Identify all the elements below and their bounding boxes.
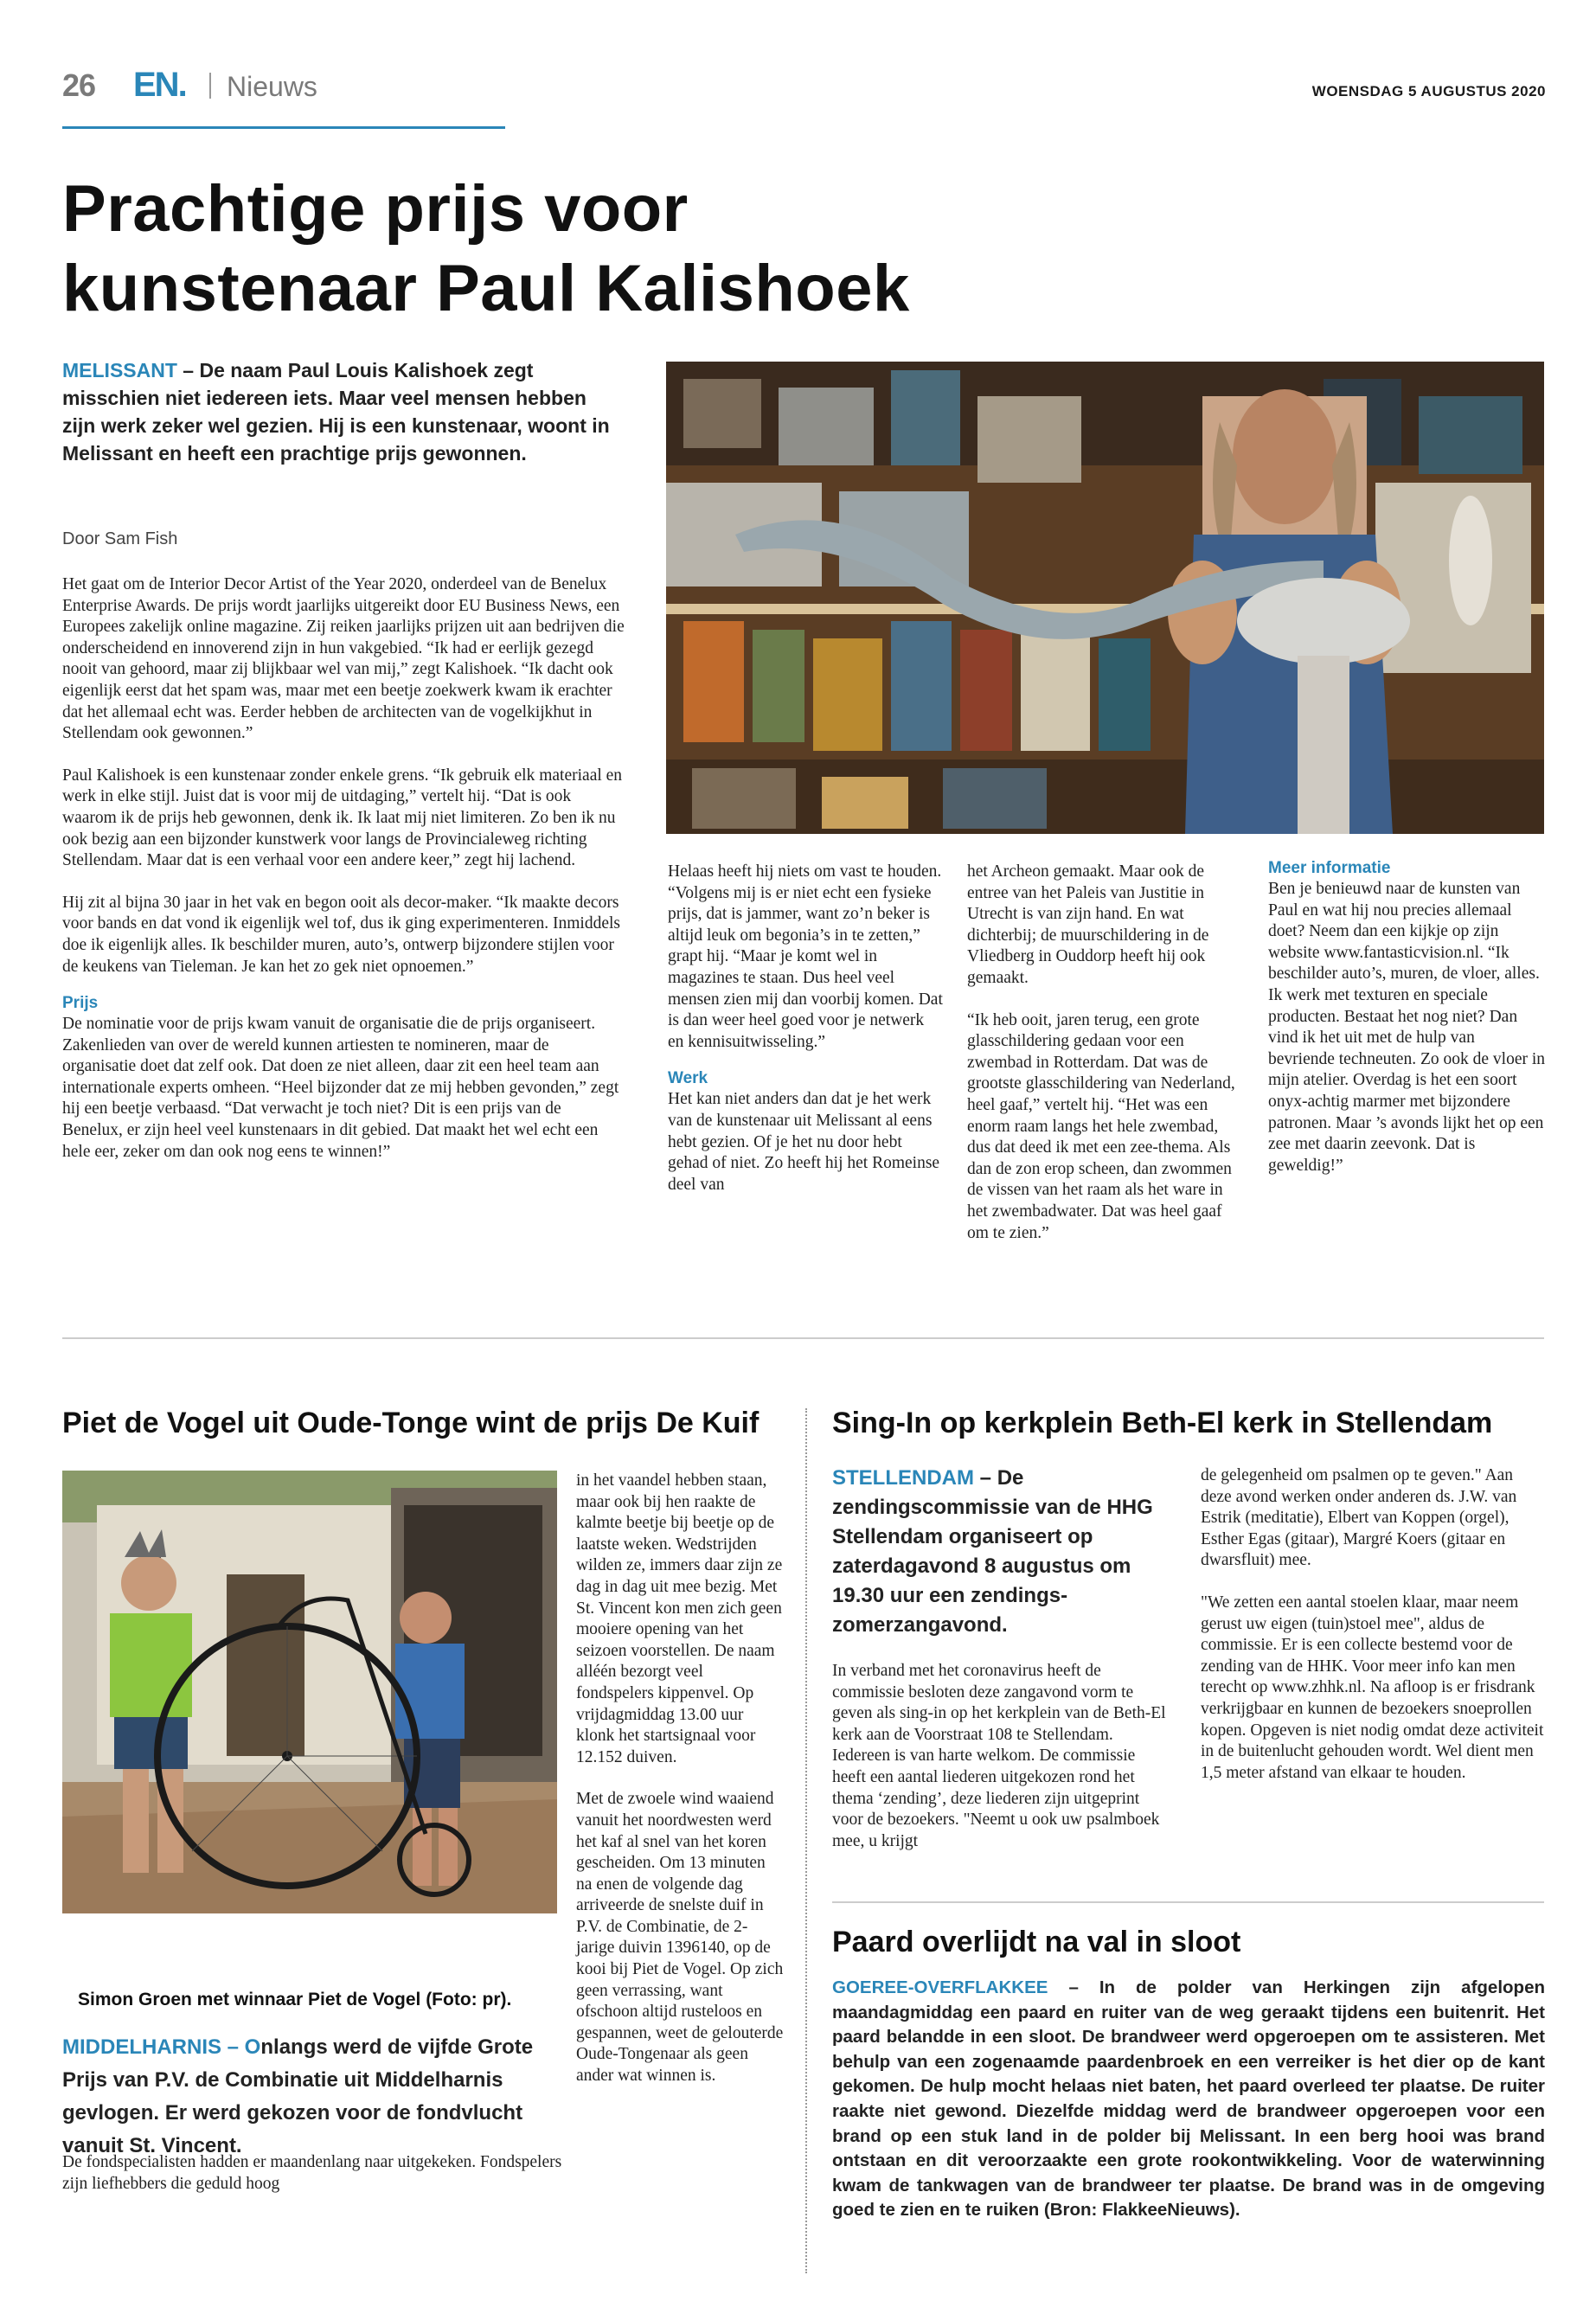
header-rule [62,126,505,129]
issue-date: WOENSDAG 5 AUGUSTUS 2020 [1311,83,1546,99]
main-col2-paragraph-1: Helaas heeft hij niets om vast te houden. “Volgens mij is er niet echt een fysieke prijs, dat is jammer, want zo’n beker is altijd leuk om begonia’s in te zetten,” grapt hij. “Maar je komt wel in magazines te staan. Dus heel veel mensen zien mij dan voorbij komen. Dat is dan weer heel goed voor je netwerk en kennisuitwisseling.” [668,862,943,1051]
vogel-col2-paragraph-2: Met de zwoele wind waaiend vanuit het noordwesten werd het kaf al snel van het koren gescheiden. Om 13 minuten na enen de volgende dag arriveerde de snelste duif in P.V. de Combinatie, de 2-jarige duivin 1396140, op de kooi bij Piet de Vogel. Op zich geen verrassing, want ofschoon altijd rusteloos en gespannen, weet de gelouterde Oude-Tongenaar als geen ander wat winnen is. [576,1790,784,2086]
main-headline-line2: kunstenaar Paul Kalishoek [62,252,910,325]
section-rule [62,1337,1544,1339]
singin-lead [832,1464,1170,1640]
paard-body [832,1976,1545,2223]
page-header [62,67,1546,102]
paard-text: – In de polder van Herkingen zijn afgelopen maandagmiddag een paard en ruiter van de weg geraakt tijdens een buitenrit. Het paard belandde in een sloot. De brandweer werd opgeroepen om te assisteren. Met behulp van een zogenaamde paardenbroek en een verreiker is het dier op de kant gekomen. De hulp mocht helaas niet baten, het paard overleed ter plaatse. De ruiter raakte niet gewond. Diezelfde middag werd de brandweer opgeroepen voor een brand op een stuk land in de polder bij Melissant. In een berg hooi was brand ontstaan en dit veroorzaakte een grote rookontwikkeling. Voor de waterwinning kwam de tankwagen van de brandweer ter plaatse. De brand was in de omgeving goed te zien en te ruiken (Bron: FlakkeeNieuws). [832,1977,1545,2221]
vogel-headline: Piet de Vogel uit Oude-Tonge wint de prijs De Kuif [62,1407,760,1439]
singin-column-1 [832,1661,1171,1873]
vogel-paragraph-1: De fondspecialisten hadden er maandenlang naar uitgekeken. Fondspelers zijn liefhebbers die geduld hoog [62,2153,562,2193]
vogel-column-1 [62,2152,564,2215]
main-col2-paragraph-2: Het kan niet anders dan dat je het werk van de kunstenaar uit Melissant al eens hebt gezien. Of je het nu door hebt gehad of niet. Zo heeft hij het Romeinse deel van [668,1090,940,1194]
vogel-lead [62,2031,564,2163]
main-column-2 [668,862,943,1216]
main-col4-paragraph-1: Ben je benieuwd naar de kunsten van Paul en wat hij nou precies allemaal doet? Neem dan een kijkje op zijn website www.fantasticvision.nl. “Ik beschilder auto’s, muren, de vloer, alles. Ik werk met texturen en speciale producten. Bestaat het nog niet? Dan vind ik het uit met de hulp van bevriende techneuten. Zo ook de vloer in mijn atelier. Overdag is het een soort onyx-achtig marmer met bijzondere patronen. Maar ’s avonds lijkt het op een zee met daarin zeevonk. Dat is geweldig!” [1268,880,1546,1175]
byline: Door Sam Fish [62,529,178,548]
logo: EN. [133,66,186,104]
artist-photo [666,362,1544,834]
singin-headline: Sing-In op kerkplein Beth-El kerk in Stellendam [832,1407,1493,1439]
page-number: 26 [62,67,96,103]
singin-paragraph-1: In verband met het coronavirus heeft de commissie besloten deze zangavond vorm te geven als sing-in op het kerkplein van de Beth-El kerk aan de Voorstraat 108 te Stellendam. Iedereen is van harte welkom. De commissie heeft een aantal liederen uitgekozen rond het thema ‘zending’, deze liederen zijn uitgeprint voor de bezoekers. "Neemt u ook uw psalmboek mee, u krijgt [832,1662,1166,1850]
singin-rule [832,1901,1544,1903]
main-col3-paragraph-1: het Archeon gemaakt. Maar ook de entree van het Paleis van Justitie in Utrecht is van zijn hand. En wat dichterbij; de muurschildering in de Vliedberg in Ouddorp heeft hij ook gemaakt. [967,862,1209,987]
main-column-1 [62,574,625,1183]
main-headline [62,170,910,329]
main-lead [62,356,616,467]
main-col3-paragraph-2: “Ik heb ooit, jaren terug, een grote glasschildering gedaan voor een zwembad in Rotterdam. Dat was de grootste glasschildering van Nederland, heel gaaf,” vertelt hij. “Het was een enorm raam langs het hele zwembad, dus dat deed ik met een zee-thema. Als dan de zon erop scheen, dan zwommen de vissen van het raam als het ware in het zwembadwater. Dat was heel gaaf om te zien.” [967,1010,1235,1242]
main-paragraph-2: Paul Kalishoek is een kunstenaar zonder enkele grens. “Ik gebruik elk materiaal en werk in elke stijl. Juist dat is voor mij de uitdaging,” vertelt hij. “Dat is ook waarom ik de prijs heb gewonnen, denk ik. Ik laat mij niet limiteren. Zo ben ik nu ook bezig aan een bijzonder kunstwerk voor langs de Provincialeweg richting Stellendam. Maar dat is een verhaal voor een andere keer,” zegt hij lachend. [62,766,623,870]
main-paragraph-3: Hij zit al bijna 30 jaar in het vak en begon ooit als decor-maker. “Ik maakte decors voor bands en dat vond ik eigenlijk wel tof, dus ik ging experimenteren. Inmiddels doe ik eigenlijk alles. Ik beschilder muren, auto’s, ontwerp bijzondere stijlen voor de keukens van Tieleman. Je kan het zo gek niet opnoemen.” [62,893,620,976]
subhead-prijs: Prijs [62,994,99,1013]
singin-col2-paragraph-1: de gelegenheid om psalmen op te geven." Aan deze avond werken onder anderen ds. J.W. van Estrik (meditatie), Elbert van Koppen (orgel), Esther Egas (gitaar), Margré Koers (gitaar en dwarsfluit) mee. [1201,1466,1517,1570]
singin-lead-text: – De zendingscommissie van de HHG Stellendam organiseert op zaterdagavond 8 augustus om 19.30 uur een zendings-zomerzangavond. [832,1466,1153,1637]
section-label: Nieuws [227,71,317,102]
singin-column-2 [1201,1465,1545,1804]
vogel-dateline: MIDDELHARNIS – O [62,2035,261,2059]
main-paragraph-4: De nominatie voor de prijs kwam vanuit de organisatie die de prijs organiseert. Zakenlieden van over de wereld kunnen artiesten te nomineren, maar de organisatie doet dat zelf ook. Dat doen ze niet alleen, daar zit een heel team aan internationale experts omheen. “Heel bijzonder dat ze mij hebben gevonden,” zegt hij een beetje verbaasd. “Dat verwacht je toch niet? Dit is een prijs van de Benelux, er zijn heel veel kunstenaars in dit gebied. Dat maakt het wel echt een hele eer, zeker om dan ook nog eens te winnen!” [62,1015,619,1161]
paard-headline: Paard overlijdt na val in sloot [832,1926,1241,1958]
main-dateline: MELISSANT [62,359,177,381]
section-divider [209,73,211,99]
subhead-meer-informatie: Meer informatie [1268,859,1391,877]
main-column-4 [1268,858,1545,1197]
vogel-photo [62,1471,557,1913]
vogel-column-2 [576,1471,784,2108]
main-lead-text: – De naam Paul Louis Kalishoek zegt misschien niet iedereen iets. Maar veel mensen hebben zijn werk zeker wel gezien. Hij is een kunstenaar, woont in Melissant en heeft een prachtige prijs gewonnen. [62,359,610,465]
column-divider [805,1408,807,2273]
vogel-lead-text: nlangs werd de vijfde Grote Prijs van P.V. de Combinatie uit Middelharnis gevlogen. Er werd gekozen voor de fondvlucht vanuit St. Vincent. [62,2035,534,2157]
singin-col2-paragraph-2: "We zetten een aantal stoelen klaar, maar neem gerust uw eigen (tuin)stoel mee", aldus de commissie. Er is een collecte bestemd voor de zending van de HHK. Voor meer info kan men terecht op www.zhhk.nl. Na afloop is er frisdrank verkrijgbaar en kunnen de bezoekers snoeprollen kopen. Opgeven is niet nodig omdat deze activiteit in de buitenlucht gehouden wordt. Wel dient men 1,5 meter afstand van elkaar te houden. [1201,1593,1544,1782]
main-paragraph-1: Het gaat om de Interior Decor Artist of the Year 2020, onderdeel van de Benelux Enterprise Awards. De prijs wordt jaarlijks uitgereikt door EU Business News, een Europees zakelijk online magazine. Zij reiken jaarlijks prijzen uit aan bedrijven die onderscheidend en innoverend zijn in hun vakgebied. “Ik had er eerlijk gezegd nooit van gehoord, maar zij blijkbaar wel van mij,” zegt Kalishoek. “Ik dacht ook eigenlijk eerst dat het spam was, maar met een beetje zoekwerk kwam ik erachter dat het allemaal echt was. Eerder hebben de architecten van de vogelkijkhut in Stellendam ook gewonnen.” [62,575,625,743]
vogel-col2-paragraph-1: in het vaandel hebben staan, maar ook bij hen raakte de kalmte beetje bij beetje op de laatste weken. Wedstrijden wilden ze, immers daar zijn ze dag in dag uit mee bezig. Met St. Vincent kon men zich geen mooiere opening van het seizoen voorstellen. De naam alléén bezorgt veel fondspelers kippenvel. Op vrijdagmiddag 13.00 uur klonk het startsignaal voor 12.152 duiven. [576,1471,783,1766]
singin-dateline: STELLENDAM [832,1466,974,1490]
subhead-werk: Werk [668,1069,708,1088]
vogel-caption: Simon Groen met winnaar Piet de Vogel (Foto: pr). [78,1990,512,2009]
main-headline-line1: Prachtige prijs voor [62,172,689,246]
main-column-3 [967,862,1242,1265]
paard-dateline: GOEREE-OVERFLAKKEE [832,1977,1048,1997]
